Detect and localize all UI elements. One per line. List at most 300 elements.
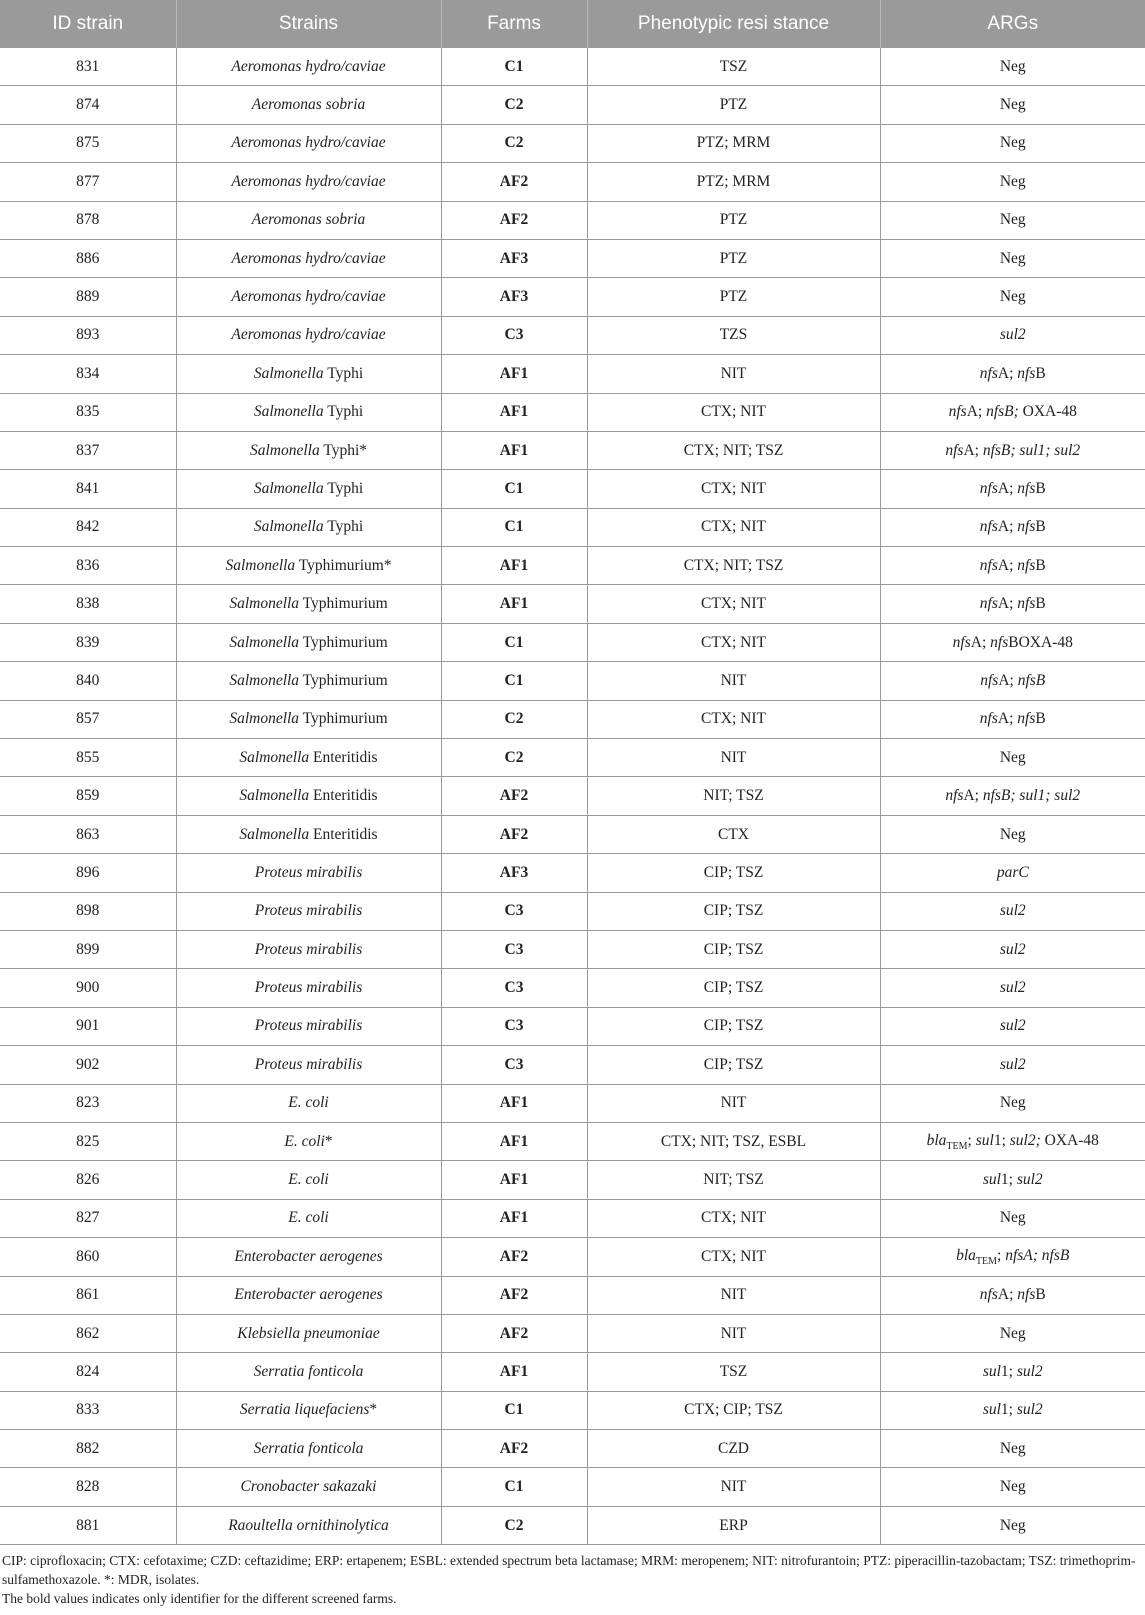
cell-phenotypic-resistance xyxy=(587,892,880,930)
arg-fragment: nfs xyxy=(979,710,998,728)
strain-genus: Salmonella xyxy=(229,671,300,689)
cell-id-strain xyxy=(0,585,176,623)
strain-serovar: Typhimurium xyxy=(299,671,388,689)
phenotype-text: CIP; TSZ xyxy=(703,979,764,997)
cell-phenotypic-resistance xyxy=(587,1353,880,1391)
id-strain-text: 831 xyxy=(76,57,100,75)
strain-serovar: Typhi xyxy=(323,479,364,497)
arg-fragment: B xyxy=(1035,1286,1046,1304)
arg-fragment: sul xyxy=(982,1362,1001,1380)
cell-id-strain xyxy=(0,969,176,1007)
id-strain-text: 859 xyxy=(76,787,100,805)
phenotype-text: TSZ xyxy=(719,57,748,75)
cell-strain xyxy=(176,930,441,968)
table-row xyxy=(0,930,1145,968)
strain-genus: Serratia fonticola xyxy=(253,1439,364,1457)
cell-id-strain xyxy=(0,355,176,393)
cell-id-strain xyxy=(0,201,176,239)
cell-strain xyxy=(176,124,441,162)
arg-fragment: parC xyxy=(996,863,1029,881)
arg-fragment: Neg xyxy=(999,1439,1026,1457)
cell-phenotypic-resistance xyxy=(587,585,880,623)
cell-farm xyxy=(441,278,587,316)
farm-id: AF3 xyxy=(499,288,529,306)
id-strain-text: 835 xyxy=(76,403,100,421)
id-strain-text: 886 xyxy=(76,249,100,267)
cell-id-strain xyxy=(0,1353,176,1391)
cell-strain xyxy=(176,1046,441,1084)
phenotype-text: NIT xyxy=(720,364,747,382)
farm-id: C2 xyxy=(504,134,524,152)
strain-serovar: Typhi xyxy=(323,364,364,382)
arg-fragment: 1; xyxy=(1000,1362,1017,1380)
strain-genus: Salmonella xyxy=(229,633,300,651)
table-row xyxy=(0,1391,1145,1429)
strain-genus: Salmonella xyxy=(229,595,300,613)
id-strain-text: 828 xyxy=(76,1478,100,1496)
strain-serovar: Typhimurium xyxy=(299,710,388,728)
id-strain-text: 901 xyxy=(76,1017,100,1035)
id-strain-text: 827 xyxy=(76,1209,100,1227)
cell-farm xyxy=(441,124,587,162)
arg-fragment: nfs xyxy=(952,633,971,651)
arg-fragment: Neg xyxy=(999,1516,1026,1534)
cell-phenotypic-resistance xyxy=(587,163,880,201)
farm-id: AF2 xyxy=(499,211,529,229)
cell-id-strain xyxy=(0,815,176,853)
arg-fragment: Neg xyxy=(999,1478,1026,1496)
cell-phenotypic-resistance xyxy=(587,1468,880,1506)
cell-args xyxy=(880,547,1145,585)
cell-strain xyxy=(176,239,441,277)
arg-fragment: nfs xyxy=(1017,479,1036,497)
header-farms: Farms xyxy=(441,0,587,48)
phenotype-text: PTZ; MRM xyxy=(696,172,771,190)
table-row xyxy=(0,1084,1145,1122)
cell-id-strain xyxy=(0,470,176,508)
strain-genus: Proteus mirabilis xyxy=(254,940,363,958)
table-row xyxy=(0,86,1145,124)
phenotype-text: CTX; NIT; TSZ, ESBL xyxy=(660,1132,807,1150)
arg-fragment: nfs xyxy=(1017,364,1036,382)
farm-id: AF2 xyxy=(499,1324,529,1342)
cell-id-strain xyxy=(0,1506,176,1544)
table-footnotes xyxy=(0,1545,1145,1608)
cell-strain xyxy=(176,1084,441,1122)
farm-id: C2 xyxy=(504,710,524,728)
id-strain-text: 839 xyxy=(76,633,100,651)
cell-phenotypic-resistance xyxy=(587,815,880,853)
table-row xyxy=(0,393,1145,431)
cell-strain xyxy=(176,969,441,1007)
farm-id: AF1 xyxy=(499,1171,529,1189)
phenotype-text: CTX; NIT xyxy=(700,518,766,536)
cell-farm xyxy=(441,547,587,585)
strain-genus: Proteus mirabilis xyxy=(254,979,363,997)
phenotype-text: NIT xyxy=(720,748,747,766)
phenotype-text: TSZ xyxy=(719,1362,748,1380)
cell-farm xyxy=(441,585,587,623)
strain-genus: Aeromonas hydro/caviae xyxy=(231,288,386,306)
cell-farm xyxy=(441,201,587,239)
cell-args xyxy=(880,124,1145,162)
cell-phenotypic-resistance xyxy=(587,86,880,124)
cell-strain xyxy=(176,470,441,508)
cell-id-strain xyxy=(0,1391,176,1429)
cell-args xyxy=(880,393,1145,431)
id-strain-text: 833 xyxy=(76,1401,100,1419)
arg-fragment: nfs xyxy=(979,364,998,382)
cell-strain xyxy=(176,1276,441,1314)
farm-id: AF1 xyxy=(499,556,529,574)
strain-serovar: Typhimurium xyxy=(295,556,384,574)
farm-id: AF1 xyxy=(499,364,529,382)
table-row xyxy=(0,662,1145,700)
cell-strain xyxy=(176,739,441,777)
cell-args xyxy=(880,854,1145,892)
phenotype-text: CTX; NIT xyxy=(700,710,766,728)
farm-id: C1 xyxy=(504,57,524,75)
cell-id-strain xyxy=(0,1007,176,1045)
table-row xyxy=(0,201,1145,239)
strain-genus: Serratia fonticola xyxy=(253,1362,364,1380)
strain-genus: Serratia liquefaciens xyxy=(239,1401,370,1419)
arg-fragment: nfsB; xyxy=(986,403,1019,421)
phenotype-text: PTZ xyxy=(719,211,748,229)
cell-strain xyxy=(176,1238,441,1276)
cell-phenotypic-resistance xyxy=(587,1430,880,1468)
cell-strain xyxy=(176,278,441,316)
cell-id-strain xyxy=(0,739,176,777)
arg-fragment: OXA-48 xyxy=(1040,1131,1099,1149)
cell-args xyxy=(880,239,1145,277)
cell-farm xyxy=(441,316,587,354)
arg-fragment: bla xyxy=(956,1246,976,1264)
phenotype-text: CIP; TSZ xyxy=(703,1055,764,1073)
strain-genus: Aeromonas sobria xyxy=(251,96,366,114)
phenotype-text: CIP; TSZ xyxy=(703,940,764,958)
cell-phenotypic-resistance xyxy=(587,1314,880,1352)
table-row xyxy=(0,124,1145,162)
table-row xyxy=(0,1468,1145,1506)
phenotype-text: CTX; NIT xyxy=(700,479,766,497)
farm-id: AF1 xyxy=(499,1362,529,1380)
strain-serovar: Enteritidis xyxy=(309,748,378,766)
arg-fragment: nfsB; sul1; sul2 xyxy=(982,787,1081,805)
cell-strain xyxy=(176,48,441,86)
phenotype-text: CTX; NIT xyxy=(700,1209,766,1227)
table-row xyxy=(0,163,1145,201)
id-strain-text: 902 xyxy=(76,1055,100,1073)
farm-id: AF2 xyxy=(499,172,529,190)
cell-phenotypic-resistance xyxy=(587,739,880,777)
arg-fragment: ; xyxy=(967,1131,976,1149)
arg-fragment: nfs xyxy=(945,787,964,805)
cell-args xyxy=(880,508,1145,546)
cell-args xyxy=(880,470,1145,508)
phenotype-text: CTX; NIT; TSZ xyxy=(683,441,784,459)
cell-phenotypic-resistance xyxy=(587,662,880,700)
cell-args xyxy=(880,1084,1145,1122)
arg-fragment: sul xyxy=(975,1131,994,1149)
farm-id: C1 xyxy=(504,633,524,651)
cell-id-strain xyxy=(0,393,176,431)
id-strain-text: 900 xyxy=(76,979,100,997)
cell-farm xyxy=(441,1161,587,1199)
strain-serovar: Typhimurium xyxy=(299,595,388,613)
phenotype-text: NIT; TSZ xyxy=(703,787,764,805)
mdr-marker: * xyxy=(383,556,392,574)
arg-fragment: sul2 xyxy=(1016,1401,1043,1419)
table-header xyxy=(0,0,1145,48)
cell-args xyxy=(880,1007,1145,1045)
cell-id-strain xyxy=(0,1314,176,1352)
cell-phenotypic-resistance xyxy=(587,1276,880,1314)
cell-phenotypic-resistance xyxy=(587,48,880,86)
strain-serovar: Typhi xyxy=(319,441,360,459)
cell-phenotypic-resistance xyxy=(587,355,880,393)
arg-fragment: sul2 xyxy=(999,1055,1026,1073)
cell-strain xyxy=(176,1314,441,1352)
cell-id-strain xyxy=(0,431,176,469)
cell-strain xyxy=(176,815,441,853)
phenotype-text: CTX xyxy=(718,825,749,843)
cell-args xyxy=(880,969,1145,1007)
arg-fragment: sul2 xyxy=(999,940,1026,958)
cell-strain xyxy=(176,163,441,201)
cell-phenotypic-resistance xyxy=(587,124,880,162)
farm-id: C2 xyxy=(504,1516,524,1534)
cell-farm xyxy=(441,1353,587,1391)
cell-id-strain xyxy=(0,1046,176,1084)
cell-strain xyxy=(176,1391,441,1429)
id-strain-text: 899 xyxy=(76,940,100,958)
cell-phenotypic-resistance xyxy=(587,1122,880,1160)
cell-farm xyxy=(441,930,587,968)
table-row xyxy=(0,623,1145,661)
phenotype-text: CTX; CIP; TSZ xyxy=(684,1401,783,1419)
cell-farm xyxy=(441,1314,587,1352)
arg-fragment: A; xyxy=(963,441,983,459)
cell-farm xyxy=(441,1007,587,1045)
cell-phenotypic-resistance xyxy=(587,508,880,546)
id-strain-text: 825 xyxy=(76,1132,100,1150)
table-row xyxy=(0,585,1145,623)
cell-phenotypic-resistance xyxy=(587,547,880,585)
arg-fragment: 1; xyxy=(993,1131,1010,1149)
cell-args xyxy=(880,1122,1145,1160)
table-body xyxy=(0,48,1145,1545)
table-row xyxy=(0,1046,1145,1084)
table-row xyxy=(0,854,1145,892)
cell-strain xyxy=(176,623,441,661)
id-strain-text: 875 xyxy=(76,134,100,152)
cell-phenotypic-resistance xyxy=(587,777,880,815)
table-row xyxy=(0,1353,1145,1391)
cell-id-strain xyxy=(0,508,176,546)
arg-fragment: A; xyxy=(997,479,1018,497)
cell-strain xyxy=(176,854,441,892)
arg-fragment: nfs xyxy=(980,671,999,689)
arg-fragment: Neg xyxy=(999,748,1026,766)
arg-fragment: B xyxy=(1035,479,1046,497)
arg-fragment: nfs xyxy=(979,595,998,613)
arg-fragment: A; xyxy=(997,595,1018,613)
cell-id-strain xyxy=(0,930,176,968)
strain-genus: Salmonella xyxy=(239,748,310,766)
id-strain-text: 882 xyxy=(76,1439,100,1457)
cell-args xyxy=(880,1161,1145,1199)
cell-args xyxy=(880,892,1145,930)
table-row xyxy=(0,1238,1145,1276)
cell-strain xyxy=(176,1506,441,1544)
arg-fragment: nfs xyxy=(979,479,998,497)
table-row xyxy=(0,1007,1145,1045)
arg-fragment: nfs xyxy=(1017,518,1036,536)
cell-id-strain xyxy=(0,278,176,316)
arg-fragment: A; xyxy=(997,710,1018,728)
cell-id-strain xyxy=(0,1199,176,1237)
arg-fragment: 1; xyxy=(1000,1401,1017,1419)
arg-fragment: B xyxy=(1035,710,1046,728)
table-row xyxy=(0,239,1145,277)
cell-phenotypic-resistance xyxy=(587,470,880,508)
arg-fragment: OXA-48 xyxy=(1018,403,1077,421)
id-strain-text: 861 xyxy=(76,1286,100,1304)
table-row xyxy=(0,316,1145,354)
cell-id-strain xyxy=(0,662,176,700)
cell-farm xyxy=(441,1238,587,1276)
farm-id: AF1 xyxy=(499,595,529,613)
id-strain-text: 842 xyxy=(76,518,100,536)
table-row xyxy=(0,892,1145,930)
cell-phenotypic-resistance xyxy=(587,854,880,892)
arg-fragment: A; xyxy=(997,518,1018,536)
cell-args xyxy=(880,1238,1145,1276)
phenotype-text: CIP; TSZ xyxy=(703,863,764,881)
id-strain-text: 837 xyxy=(76,441,100,459)
cell-phenotypic-resistance xyxy=(587,316,880,354)
cell-phenotypic-resistance xyxy=(587,393,880,431)
arg-fragment: A; xyxy=(970,633,991,651)
strain-genus: Salmonella xyxy=(239,787,310,805)
cell-phenotypic-resistance xyxy=(587,431,880,469)
id-strain-text: 826 xyxy=(76,1171,100,1189)
phenotype-text: ERP xyxy=(719,1516,748,1534)
cell-id-strain xyxy=(0,163,176,201)
header-row xyxy=(0,0,1145,48)
cell-strain xyxy=(176,777,441,815)
mdr-marker: * xyxy=(324,1132,333,1150)
phenotype-text: PTZ xyxy=(719,96,748,114)
farm-id: AF2 xyxy=(499,1286,529,1304)
cell-phenotypic-resistance xyxy=(587,1084,880,1122)
cell-phenotypic-resistance xyxy=(587,239,880,277)
cell-id-strain xyxy=(0,239,176,277)
cell-strain xyxy=(176,431,441,469)
farm-id: C3 xyxy=(504,902,524,920)
farm-id: AF2 xyxy=(499,825,529,843)
cell-args xyxy=(880,623,1145,661)
table-row xyxy=(0,1161,1145,1199)
arg-fragment: B xyxy=(1035,595,1046,613)
cell-id-strain xyxy=(0,1161,176,1199)
strain-genus: E. coli xyxy=(288,1171,329,1189)
arg-fragment: nfsA; nfsB xyxy=(1005,1246,1070,1264)
farm-id: AF3 xyxy=(499,863,529,881)
cell-farm xyxy=(441,739,587,777)
arg-fragment: Neg xyxy=(999,96,1026,114)
cell-farm xyxy=(441,969,587,1007)
farm-id: C1 xyxy=(504,518,524,536)
cell-args xyxy=(880,815,1145,853)
phenotype-text: CTX; NIT xyxy=(700,633,766,651)
cell-farm xyxy=(441,1276,587,1314)
farm-id: AF1 xyxy=(499,1209,529,1227)
arg-fragment: B xyxy=(1035,364,1046,382)
phenotype-text: CTX; NIT xyxy=(700,403,766,421)
arg-fragment: sul xyxy=(982,1401,1001,1419)
phenotype-text: TZS xyxy=(719,326,748,344)
cell-farm xyxy=(441,508,587,546)
cell-farm xyxy=(441,1122,587,1160)
farm-id: C3 xyxy=(504,1017,524,1035)
farm-id: C3 xyxy=(504,1055,524,1073)
cell-farm xyxy=(441,1046,587,1084)
cell-farm xyxy=(441,1430,587,1468)
arg-fragment: Neg xyxy=(999,249,1026,267)
farm-id: AF2 xyxy=(499,1439,529,1457)
cell-strain xyxy=(176,585,441,623)
table-row xyxy=(0,739,1145,777)
cell-phenotypic-resistance xyxy=(587,1506,880,1544)
strain-genus: Aeromonas hydro/caviae xyxy=(231,326,386,344)
table-row xyxy=(0,1314,1145,1352)
cell-args xyxy=(880,1199,1145,1237)
cell-strain xyxy=(176,355,441,393)
cell-strain xyxy=(176,201,441,239)
arg-fragment: nfsB xyxy=(1017,671,1046,689)
table-row xyxy=(0,1199,1145,1237)
cell-id-strain xyxy=(0,86,176,124)
cell-phenotypic-resistance xyxy=(587,1391,880,1429)
arg-fragment: nfs xyxy=(979,556,998,574)
arg-fragment: Neg xyxy=(999,1324,1026,1342)
cell-id-strain xyxy=(0,124,176,162)
cell-args xyxy=(880,48,1145,86)
cell-phenotypic-resistance xyxy=(587,623,880,661)
id-strain-text: 857 xyxy=(76,710,100,728)
table-row xyxy=(0,1506,1145,1544)
arg-fragment: A; xyxy=(997,1286,1018,1304)
arg-fragment: nfs xyxy=(979,1286,998,1304)
table-row xyxy=(0,969,1145,1007)
cell-strain xyxy=(176,86,441,124)
farm-id: C3 xyxy=(504,979,524,997)
id-strain-text: 836 xyxy=(76,556,100,574)
strain-genus: Salmonella xyxy=(253,518,324,536)
arg-fragment: A; xyxy=(963,787,983,805)
farm-id: AF1 xyxy=(499,441,529,459)
cell-args xyxy=(880,86,1145,124)
id-strain-text: 878 xyxy=(76,211,100,229)
strain-serovar: Typhimurium xyxy=(299,633,388,651)
cell-strain xyxy=(176,1199,441,1237)
arg-fragment: nfs xyxy=(1017,595,1036,613)
cell-args xyxy=(880,585,1145,623)
cell-farm xyxy=(441,892,587,930)
id-strain-text: 824 xyxy=(76,1362,100,1380)
